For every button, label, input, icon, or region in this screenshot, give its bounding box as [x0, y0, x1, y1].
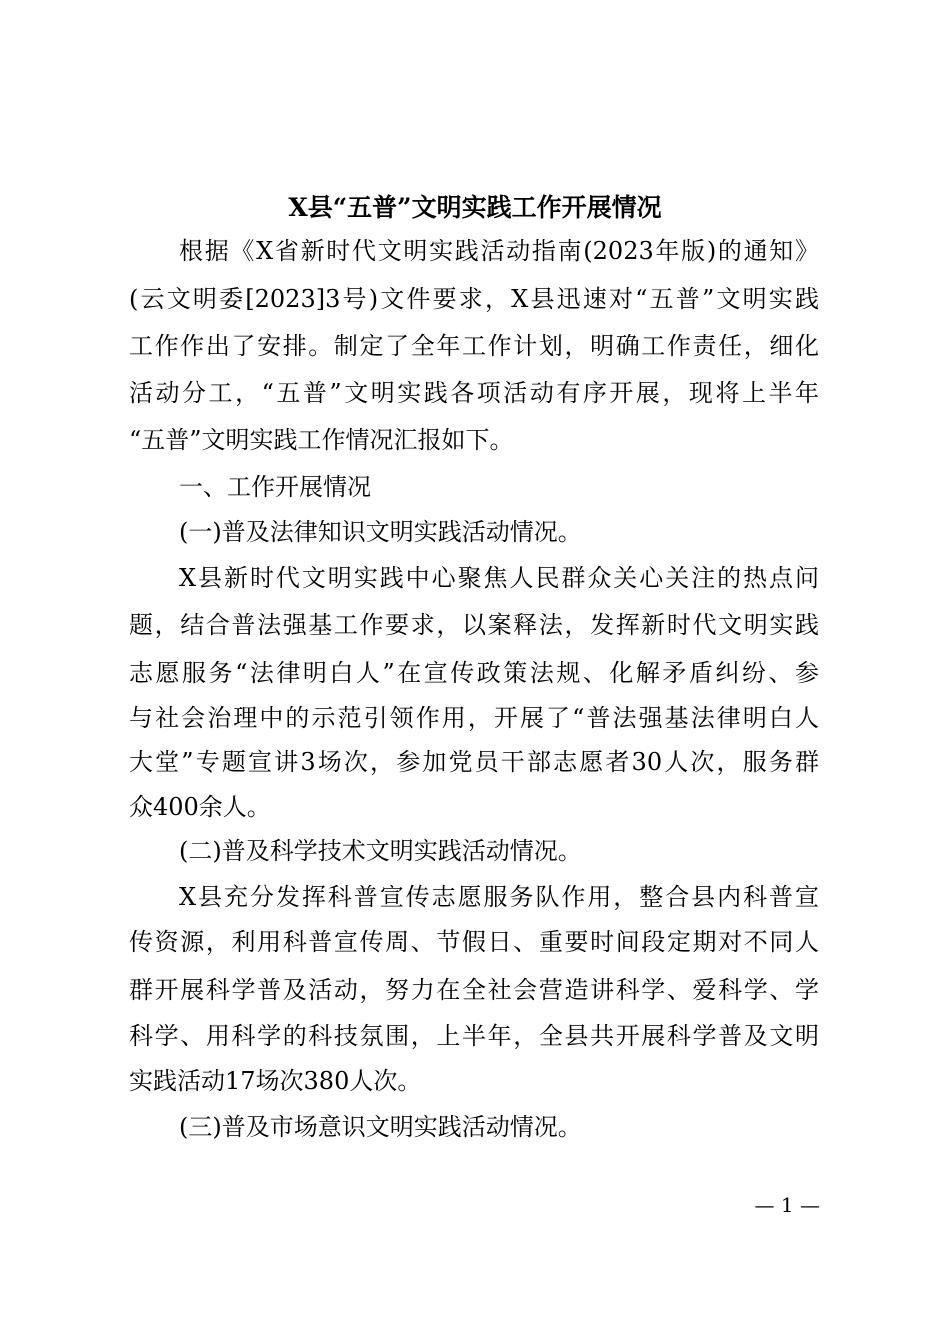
- body-line: X县新时代文明实践中心聚焦人民群众关心关注的热点问: [179, 564, 819, 592]
- intro-line: “五普”文明实践工作情况汇报如下。: [129, 426, 514, 454]
- body-line: 科学、用科学的科技氛围，上半年，全县共开展科学普及文明: [129, 1022, 819, 1050]
- page-number: — 1 —: [754, 1193, 820, 1217]
- document-title: X县“五普”文明实践工作开展情况: [288, 193, 662, 222]
- intro-line: 根据《X省新时代文明实践活动指南(2023年版)的通知》: [179, 237, 819, 265]
- subsection-heading: (二)普及科学技术文明实践活动情况。: [179, 837, 582, 865]
- body-line: X县充分发挥科普宣传志愿服务队作用，整合县内科普宣: [179, 883, 819, 911]
- body-line: 与社会治理中的示范引领作用，开展了“普法强基法律明白人: [129, 704, 819, 732]
- body-line: 传资源，利用科普宣传周、节假日、重要时间段定期对不同人: [129, 928, 819, 956]
- body-line: 志愿服务“法律明白人”在宣传政策法规、化解矛盾纠纷、参: [129, 659, 819, 687]
- intro-line: 工作作出了安排。制定了全年工作计划，明确工作责任，细化: [129, 332, 819, 360]
- body-line: 群开展科学普及活动，努力在全社会营造讲科学、爱科学、学: [129, 976, 819, 1004]
- intro-line: (云文明委[2023]3号)文件要求，X县迅速对“五普”文明实践: [129, 285, 819, 313]
- section-heading: 一、工作开展情况: [179, 473, 371, 501]
- body-line: 题，结合普法强基工作要求，以案释法，发挥新时代文明实践: [129, 611, 819, 639]
- intro-line: 活动分工，“五普”文明实践各项活动有序开展，现将上半年: [129, 379, 819, 407]
- body-line: 众400余人。: [129, 793, 271, 821]
- subsection-heading: (三)普及市场意识文明实践活动情况。: [179, 1113, 582, 1141]
- body-line: 大堂”专题宣讲3场次，参加党员干部志愿者30人次，服务群: [129, 748, 819, 776]
- body-line: 实践活动17场次380人次。: [129, 1067, 422, 1095]
- subsection-heading: (一)普及法律知识文明实践活动情况。: [179, 518, 582, 546]
